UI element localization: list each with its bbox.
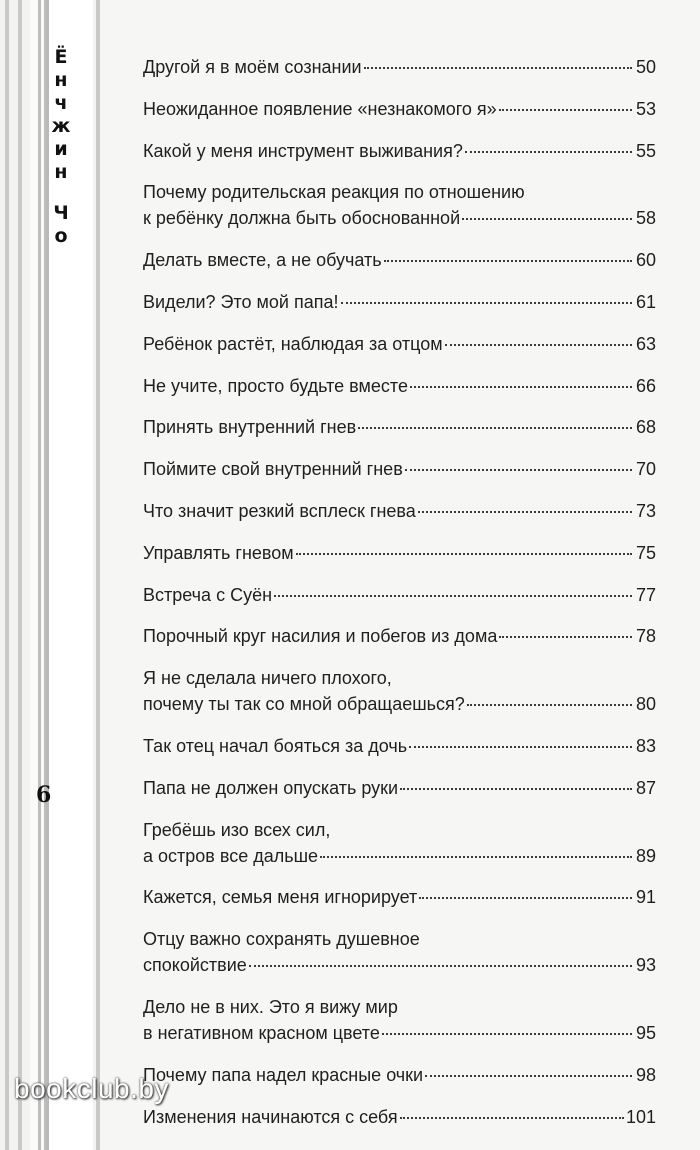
toc-entry-title-line: Видели? Это мой папа! [143,291,339,312]
toc-entry [143,54,656,80]
dot-leader [400,788,632,790]
toc-entry-title-line: Ребёнок растёт, наблюдая за отцом [143,333,443,354]
dot-leader [341,302,633,304]
page-number: 6 [36,782,52,808]
toc-entry-title-line: Дело не в них. Это я вижу мир [143,996,398,1017]
toc-entry [143,247,656,273]
toc-entry-page: 101 [625,1106,656,1127]
toc-entry [143,456,656,482]
toc-entry-title-line: а остров все дальше [143,845,319,866]
toc-entry-last-line [143,289,656,315]
author-name-vertical [50,46,72,248]
toc-entry-title-line: к ребёнку должна быть обоснованной [143,208,461,229]
toc-entry-last-line [143,843,656,869]
toc-entry-page: 80 [635,694,656,715]
toc-entry-last-line [143,884,656,910]
toc-entry-title-line: Другой я в моём сознании [143,57,362,77]
toc-entry-page: 93 [635,955,656,976]
toc-entry-page: 75 [635,542,656,563]
dot-leader [467,704,632,706]
toc-entry-title-line: Делать вместе, а не обучать [143,250,382,271]
dot-leader [462,218,632,220]
author-letter: н [54,161,68,183]
dot-leader [465,151,632,153]
toc-entry [143,138,656,164]
toc-entry-title-line: Отцу важно сохранять душевное [143,929,420,950]
table-of-contents [143,54,656,1145]
dot-leader [358,427,632,429]
toc-entry-title-line: Что значит резкий всплеск гнева [143,500,416,521]
toc-entry [143,582,656,608]
toc-entry-title-line: Кажется, семья меня игнорирует [143,887,418,908]
dot-leader [364,67,632,69]
dot-leader [274,595,632,597]
toc-entry-title-line: спокойствие [143,955,247,976]
toc-entry-page: 89 [635,845,656,866]
toc-entry-last-line [143,138,656,164]
toc-entry-title-line: Изменения начинаются с себя [143,1106,398,1127]
dot-leader [425,1075,632,1077]
toc-entry-title-line: Я не сделала ничего плохого, [143,668,392,689]
toc-entry-last-line [143,54,656,80]
toc-entry-page: 78 [635,626,656,647]
toc-entry-last-line [143,247,656,273]
dot-leader [499,636,632,638]
toc-entry-page: 83 [635,735,656,756]
toc-entry-last-line [143,205,656,231]
toc-entry [143,1104,656,1130]
toc-entry-page: 95 [635,1022,656,1043]
toc-entry [143,1062,656,1088]
toc-entry-last-line [143,691,656,717]
dot-leader [410,386,632,388]
toc-entry-title-line: Папа не должен опускать руки [143,777,399,798]
dot-leader [320,856,632,858]
toc-entry [143,331,656,357]
toc-entry [143,540,656,566]
dot-leader [296,553,632,555]
dot-leader [400,1117,624,1119]
toc-entry-page: 50 [635,57,656,77]
dot-leader [499,109,632,111]
toc-entry-last-line [143,540,656,566]
toc-entry [143,623,656,649]
toc-entry-title-line: в негативном красном цвете [143,1022,380,1043]
toc-entry-title-line: Так отец начал бояться за дочь [143,735,408,756]
toc-entry-title-line: Гребёшь изо всех сил, [143,819,331,840]
toc-entry-last-line [143,582,656,608]
toc-entry [143,289,656,315]
toc-entry-page: 98 [635,1064,656,1085]
toc-entry-page: 63 [635,333,656,354]
toc-entry-last-line [143,1020,656,1046]
toc-entry-title-line: Какой у меня инструмент выживания? [143,140,463,161]
toc-entry-title-line: Принять внутренний гнев [143,417,357,438]
toc-entry-title-line: Порочный круг насилия и побегов из дома [143,626,498,647]
toc-entry-page: 58 [635,208,656,229]
toc-entry-page: 61 [635,291,656,312]
author-letter: Ё [54,46,68,68]
toc-entry [143,96,656,122]
toc-entry-title-line: Почему папа надел красные очки [143,1064,424,1085]
toc-entry [143,775,656,801]
dot-leader [445,344,632,346]
toc-entry-page: 60 [635,250,656,271]
author-letter: Ч [53,202,69,224]
dot-leader [249,965,632,967]
toc-entry-page: 87 [635,777,656,798]
toc-entry-last-line [143,733,656,759]
toc-entry-last-line [143,96,656,122]
author-letter: о [54,225,68,247]
toc-entry-last-line [143,1062,656,1088]
toc-entry [143,498,656,524]
toc-entry-title-line: Неожиданное появление «незнакомого я» [143,98,497,119]
toc-entry-page: 66 [635,375,656,396]
dot-leader [409,746,632,748]
toc-entry-page: 73 [635,500,656,521]
dot-leader [384,260,632,262]
toc-entry-page: 68 [635,417,656,438]
toc-entry-page: 91 [635,887,656,908]
toc-entry-last-line [143,952,656,978]
toc-entry [143,373,656,399]
toc-entry-title-line: Встреча с Суён [143,584,273,605]
toc-entry-last-line [143,1104,656,1130]
toc-entry [143,414,656,440]
dot-leader [419,897,632,899]
toc-entry-title-line: Почему родительская реакция по отношению [143,182,525,203]
toc-entry-last-line [143,414,656,440]
toc-entry [143,179,656,231]
toc-entry [143,994,656,1046]
toc-entry-last-line [143,498,656,524]
toc-entry [143,817,656,869]
toc-entry-page: 53 [635,98,656,119]
dot-leader [405,469,632,471]
toc-entry-last-line [143,456,656,482]
toc-entry-last-line [143,623,656,649]
toc-entry [143,733,656,759]
toc-entry-title-line: почему ты так со мной обращаешься? [143,694,465,715]
dot-leader [382,1033,632,1035]
watermark: bookclub.by [14,1073,169,1104]
toc-entry-last-line [143,373,656,399]
author-letter: ч [54,92,68,114]
dot-leader [418,511,632,513]
author-letter: ж [51,115,71,137]
toc-entry-page: 77 [635,584,656,605]
author-letter: н [54,69,68,91]
toc-entry-title-line: Управлять гневом [143,542,294,563]
author-letter: и [54,138,68,160]
toc-entry [143,665,656,717]
toc-entry [143,884,656,910]
toc-entry-title-line: Поймите свой внутренний гнев [143,459,403,480]
toc-entry-page: 70 [635,459,656,480]
toc-entry-last-line [143,775,656,801]
toc-entry-last-line [143,331,656,357]
toc-entry [143,926,656,978]
toc-entry-title-line: Не учите, просто будьте вместе [143,375,408,396]
toc-entry-page: 55 [635,140,656,161]
